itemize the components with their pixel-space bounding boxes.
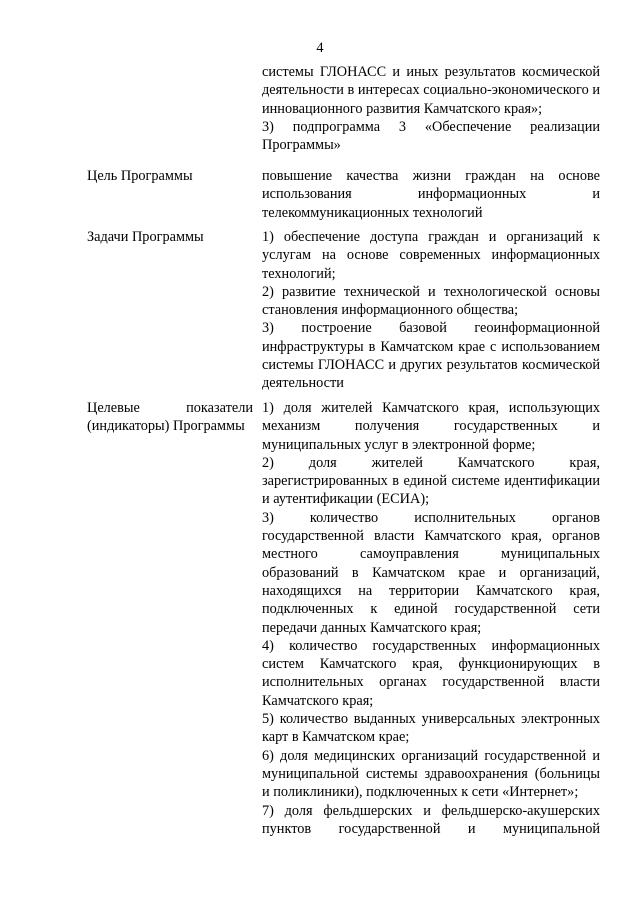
paragraph: 1) обеспечение доступа граждан и организаций к услугам на основе современных информационных технологий; bbox=[262, 229, 600, 282]
tasks-text bbox=[262, 228, 600, 393]
page-number: 4 bbox=[316, 40, 324, 56]
paragraph: 3) построение базовой геоинформационной инфраструктуры в Камчатском крае с использованием системы ГЛОНАСС и других результатов космической деятельности bbox=[262, 320, 600, 392]
indicators-text bbox=[262, 399, 600, 838]
tasks-label: Задачи Программы bbox=[87, 229, 204, 245]
paragraph: повышение качества жизни граждан на основе использования информационных и телекоммуникационных технологий bbox=[262, 168, 600, 221]
paragraph: 6) доля медицинских организаций государственной и муниципальной системы здравоохранения (больницы и поликлиники), подключенных к сети «Интернет»; bbox=[262, 747, 600, 801]
paragraph: 4) количество государственных информационных систем Камчатского края, функционирующих в исполнительных органах государственной власти Камчатского края; bbox=[262, 637, 600, 709]
paragraph: системы ГЛОНАСС и иных результатов космической деятельности в интересах социально-экономического и инновационного развития Камчатского края»; bbox=[262, 64, 600, 117]
goal-text bbox=[262, 167, 600, 222]
paragraph: 2) развитие технической и технологической основы становления информационного общества; bbox=[262, 283, 600, 319]
subprograms-continuation bbox=[262, 63, 600, 154]
paragraph: 5) количество выданных универсальных электронных карт в Камчатском крае; bbox=[262, 711, 600, 746]
paragraph: 1) доля жителей Камчатского края, использующих механизм получения государственных и муниципальных услуг в электронной форме; bbox=[262, 400, 600, 453]
paragraph: 3) подпрограмма 3 «Обеспечение реализации Программы» bbox=[262, 118, 600, 154]
paragraph: 3) количество исполнительных органов государственной власти Камчатского края, органов местного самоуправления муниципальных образований в Камчатском крае и организаций, находящихся на территории Камчатского края, подключенных к единой государственной сети передачи данных Камчатского края; bbox=[262, 509, 600, 636]
indicators-label: Целевые показатели (индикаторы) Программы bbox=[87, 400, 253, 435]
paragraph: 2) доля жителей Камчатского края, зарегистрированных в единой системе идентификации и аутентификации (ЕСИА); bbox=[262, 454, 600, 508]
paragraph: 7) доля фельдшерских и фельдшерско-акушерских пунктов государственной и муниципальной bbox=[262, 802, 600, 837]
goal-label: Цель Программы bbox=[87, 168, 193, 184]
